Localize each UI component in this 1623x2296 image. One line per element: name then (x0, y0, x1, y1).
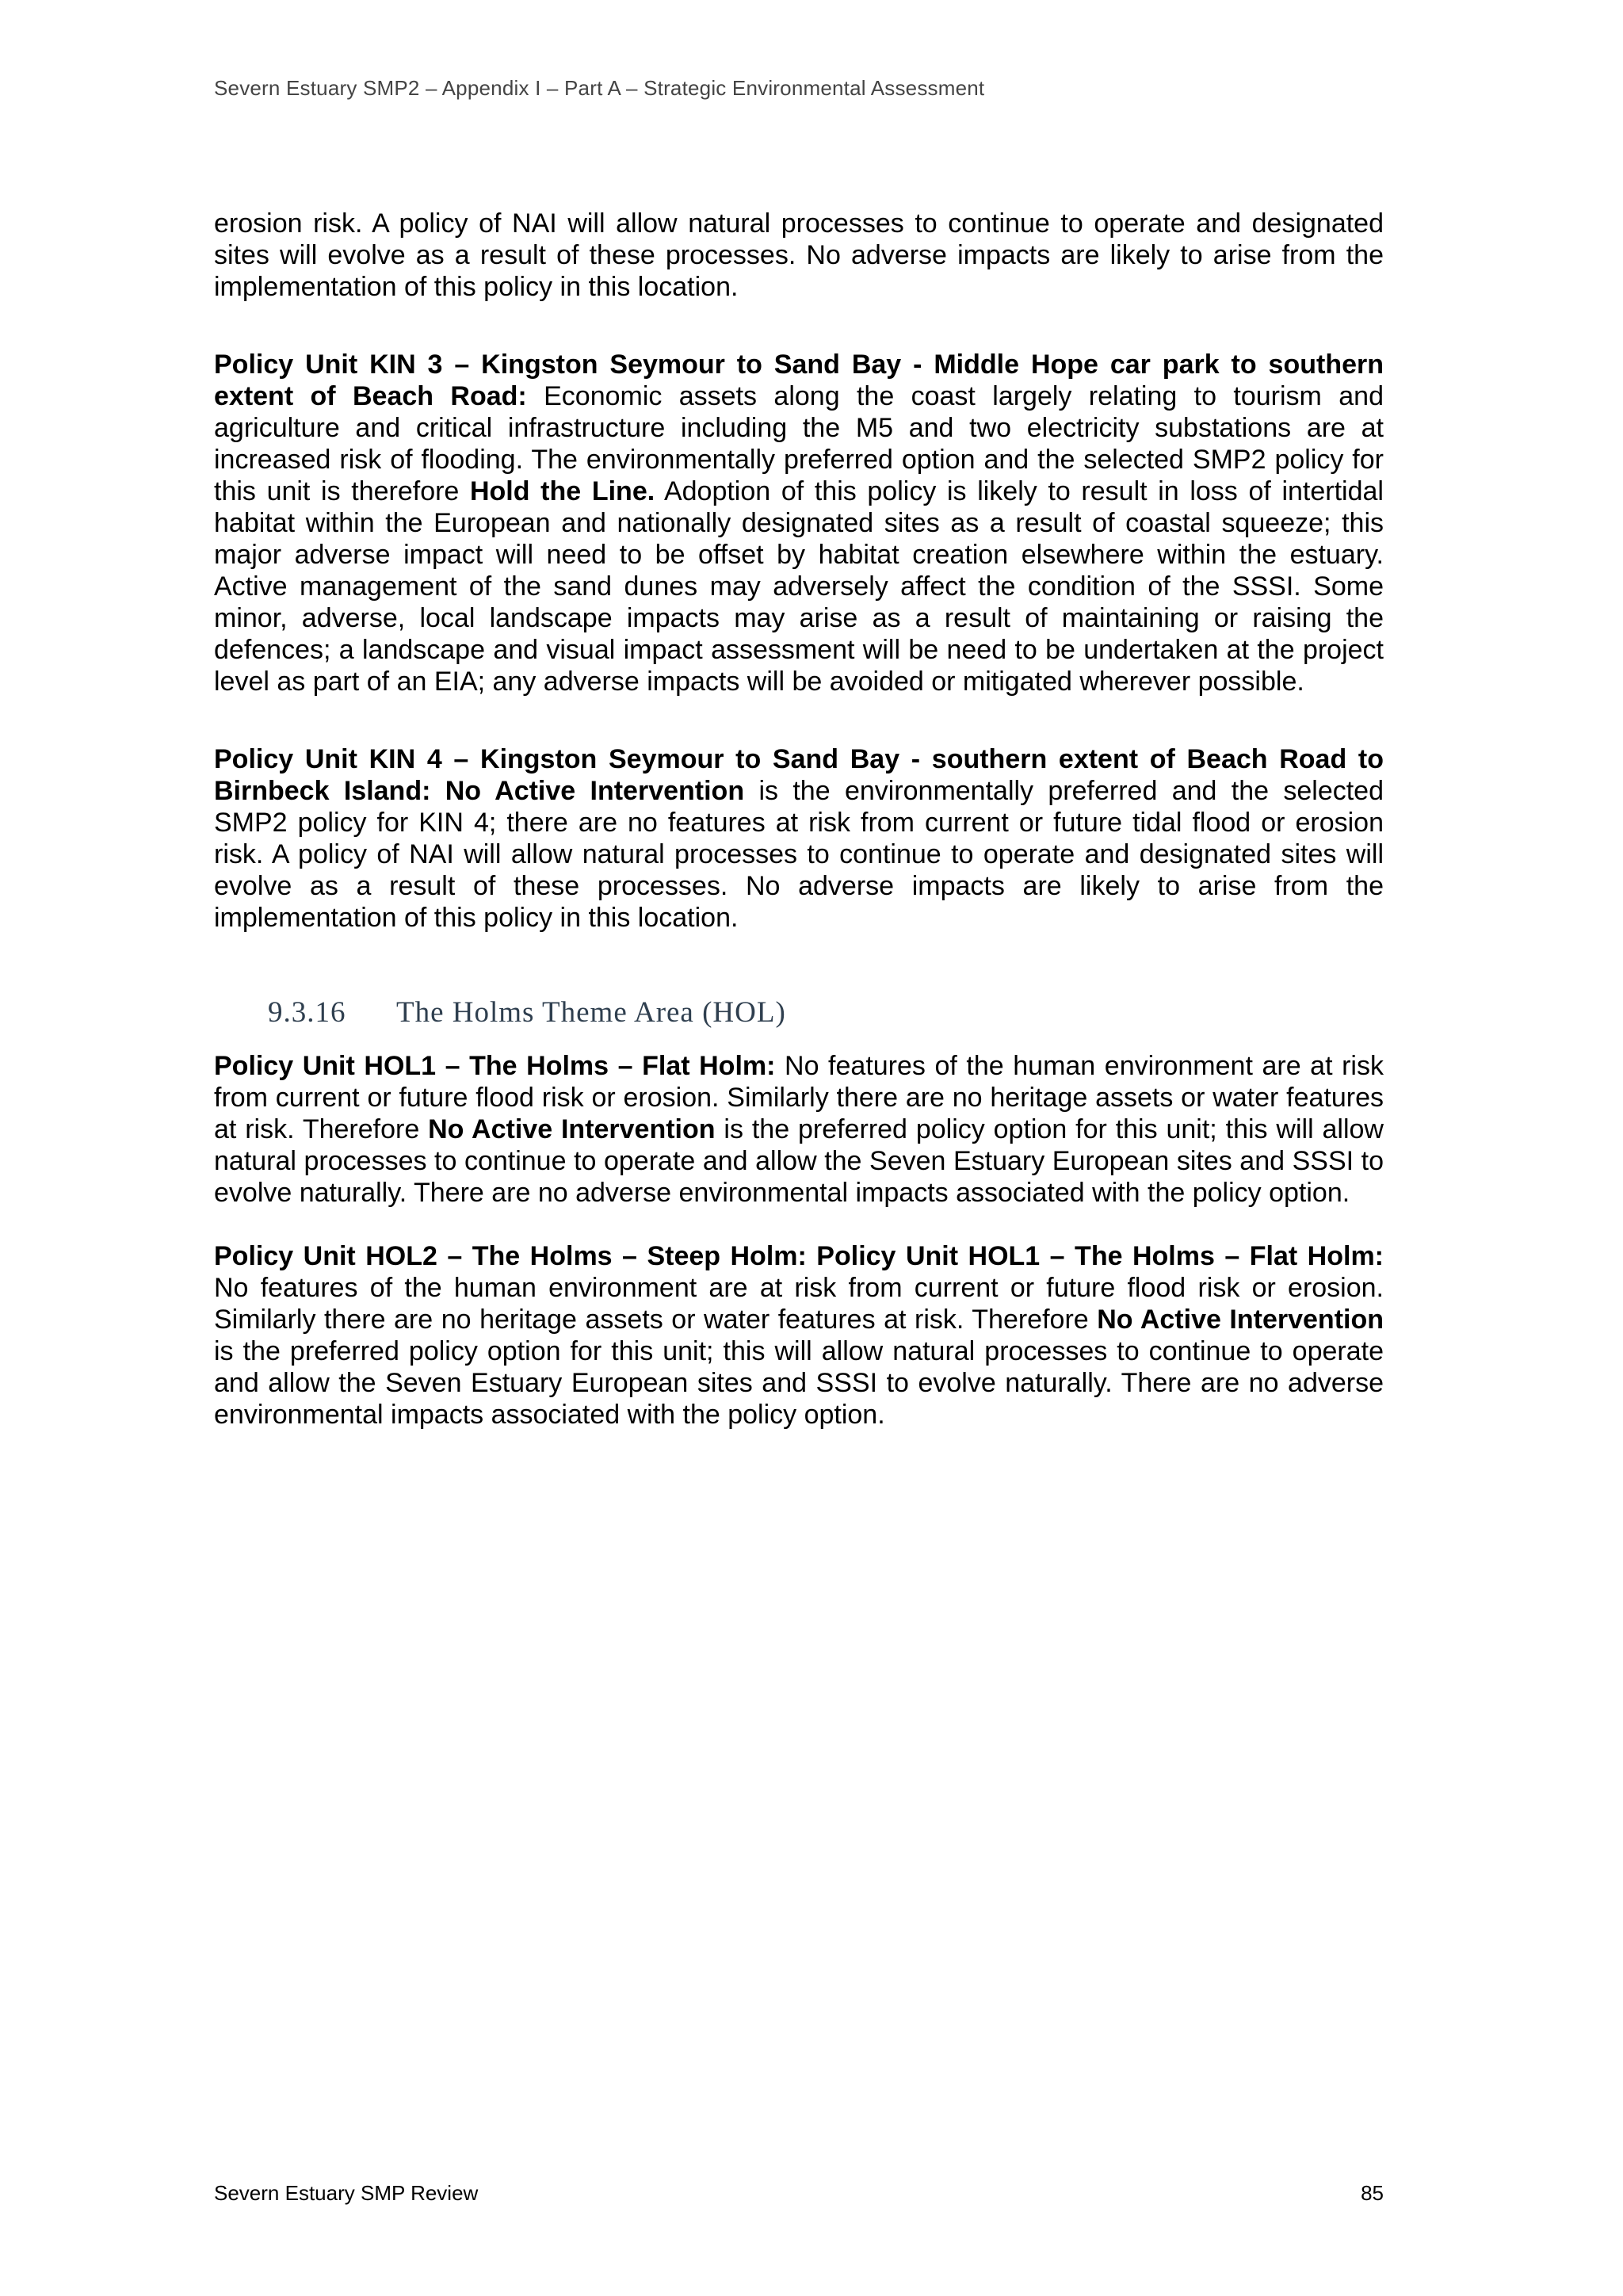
running-header: Severn Estuary SMP2 – Appendix I – Part A – Strategic Environmental Assessment (214, 76, 985, 100)
paragraph-text: is the environmentally preferred and the selected SMP2 policy for KIN 4; there are no features at risk from current or future tidal flood or erosion risk. A policy of NAI will allow natural processes to continue to operate and designated sites will evolve as a result of these processes. No adverse impacts are likely to arise from the implementation of this policy in this location. (214, 776, 1384, 933)
paragraph-policy-hol2 (214, 1240, 1384, 1431)
paragraph-policy-kin3 (214, 349, 1384, 697)
policy-name: No Active Intervention (1097, 1305, 1384, 1335)
running-footer (214, 2181, 1384, 2206)
paragraph-text: Adoption of this policy is likely to result in loss of intertidal habitat within the European and nationally designated sites as a result of coastal squeeze; this major adverse impact will need to be offset by habitat creation elsewhere within the estuary. Active management of the sand dunes may adversely affect the condition of the SSSI. Some minor, adverse, local landscape impacts may arise as a result of maintaining or raising the defences; a landscape and visual impact assessment will be need to be undertaken at the project level as part of an EIA; any adverse impacts will be avoided or mitigated wherever possible. (214, 476, 1384, 697)
paragraph-policy-hol1 (214, 1050, 1384, 1209)
policy-unit-heading: Policy Unit HOL2 – The Holms – Steep Holm: Policy Unit HOL1 – The Holms – Flat Holm: (214, 1241, 1384, 1271)
paragraph-text: No features of the human environment are at risk from current or future flood risk or erosion. Similarly there are no heritage assets or water features at risk. Therefore (214, 1273, 1384, 1335)
policy-unit-heading: Policy Unit HOL1 – The Holms – Flat Holm: (214, 1051, 776, 1081)
paragraph-erosion-risk (214, 208, 1384, 303)
paragraph-text: No features of the human environment are at risk from current or future flood risk or erosion. Similarly there are no heritage assets or water features at risk. Therefore (214, 1051, 1384, 1144)
section-number: 9.3.16 (268, 996, 346, 1029)
footer-document-name: Severn Estuary SMP Review (214, 2181, 479, 2205)
policy-unit-heading: Policy Unit KIN 4 – Kingston Seymour to Sand Bay - southern extent of Beach Road to Birnbeck Island: No Active Intervention (214, 744, 1384, 806)
policy-name: No Active Intervention (428, 1114, 716, 1144)
section-heading (268, 995, 1384, 1030)
paragraph-text: is the preferred policy option for this unit; this will allow natural processes to continue to operate and allow the Seven Estuary European sites and SSSI to evolve naturally. There are no adverse environmental impacts associated with the policy option. (214, 1114, 1384, 1208)
paragraph-text: is the preferred policy option for this unit; this will allow natural processes to continue to operate and allow the Seven Estuary European sites and SSSI to evolve naturally. There are no adverse environmental impacts associated with the policy option. (214, 1336, 1384, 1430)
policy-name: Hold the Line. (469, 476, 655, 506)
paragraph-text: Economic assets along the coast largely relating to tourism and agriculture and critical infrastructure including the M5 and two electricity substations are at increased risk of flooding. The environmentally preferred option and the selected SMP2 policy for this unit is therefore (214, 381, 1384, 506)
page-body (214, 208, 1384, 1477)
paragraph-policy-kin4 (214, 743, 1384, 934)
policy-unit-heading: Policy Unit KIN 3 – Kingston Seymour to Sand Bay - Middle Hope car park to southern extent of Beach Road: (214, 350, 1384, 411)
section-title: The Holms Theme Area (HOL) (396, 996, 786, 1029)
page-number: 85 (1361, 2181, 1384, 2205)
paragraph-text: erosion risk. A policy of NAI will allow natural processes to continue to operate and designated sites will evolve as a result of these processes. No adverse impacts are likely to arise from the implementation of this policy in this location. (214, 208, 1384, 302)
